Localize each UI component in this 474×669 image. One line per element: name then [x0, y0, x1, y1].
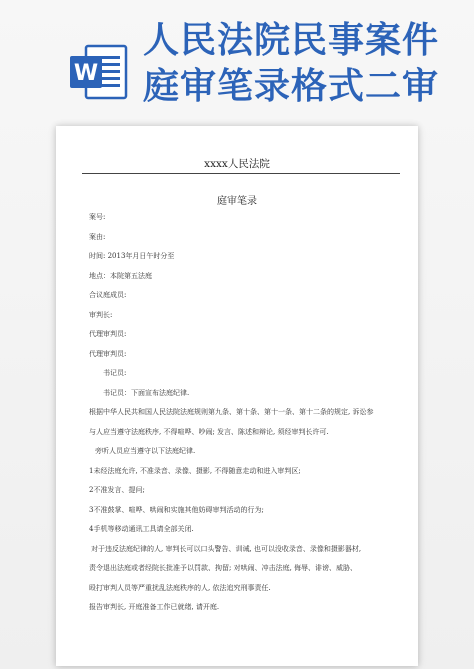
doc-line-rules-1: 根据中华人民共和国人民法院法庭规则第九条、第十条、第十一条、第十二条的规定, 诉讼参: [89, 408, 374, 416]
doc-line-penalty-2: 责令退出法庭或者经院长批准予以罚款、拘留; 对哄闹、冲击法庭, 侮辱、诽谤、威胁、: [89, 564, 358, 572]
doc-line-penalty-1: 对于违反法庭纪律的人, 审判长可以口头警告、训诫, 也可以没收录音、录像和摄影器材,: [91, 544, 362, 553]
doc-line-clerk-announce: 书记员：下面宣布法庭纪律.: [103, 388, 190, 397]
header-divider: [82, 173, 400, 174]
header-banner: [0, 0, 474, 125]
svg-text:W: W: [73, 61, 99, 86]
doc-line-audience: 旁听人员应当遵守以下法庭纪律.: [95, 447, 196, 455]
doc-line-case-number: 案号:: [89, 213, 106, 221]
page-title: [143, 18, 463, 110]
title-line-1: 人民法院民事案件: [143, 20, 440, 61]
doc-line-ready: 报告审判长, 开庭准备工作已就绪, 请开庭.: [89, 603, 220, 611]
doc-line-rule-item-4: 4手机等移动通讯工具请全部关闭.: [89, 525, 194, 533]
doc-line-panel: 合议庭成员:: [89, 291, 127, 299]
doc-line-penalty-3: 殴打审判人员等严重扰乱法庭秩序的人, 依法追究刑事责任.: [89, 583, 271, 592]
doc-line-presiding-judge: 审判长:: [89, 310, 113, 319]
document-preview: [56, 126, 418, 666]
doc-line-rules-2: 与人应当遵守法庭秩序, 不得喧哗、吵闹; 发言、陈述和辩论, 须经审判长许可.: [89, 427, 329, 436]
doc-line-rule-item-3: 3不准鼓掌、喧哗、哄闹和实施其他妨碍审判活动的行为;: [89, 505, 264, 514]
document-title: 庭审笔录: [217, 196, 257, 207]
doc-line-clerk: 书记员:: [103, 369, 127, 377]
court-name: xxxx人民法院: [204, 158, 270, 170]
doc-line-acting-judge-1: 代理审判员:: [89, 330, 127, 338]
word-document-icon: [66, 40, 130, 104]
doc-line-location: 地点：本院第五法庭: [89, 271, 152, 280]
doc-line-rule-item-2: 2不准发言、提问;: [89, 486, 145, 494]
doc-line-cause: 案由:: [89, 232, 106, 241]
doc-line-acting-judge-2: 代理审判员:: [89, 349, 127, 358]
document-body: [89, 208, 405, 618]
title-line-2: 庭审笔录格式二审: [143, 66, 440, 107]
doc-line-time: 时间: 2013年月日午时分至: [89, 252, 175, 260]
doc-line-rule-item-1: 1未经法庭允许, 不准录音、录像、摄影, 不得随意走动和进入审判区;: [89, 466, 301, 475]
